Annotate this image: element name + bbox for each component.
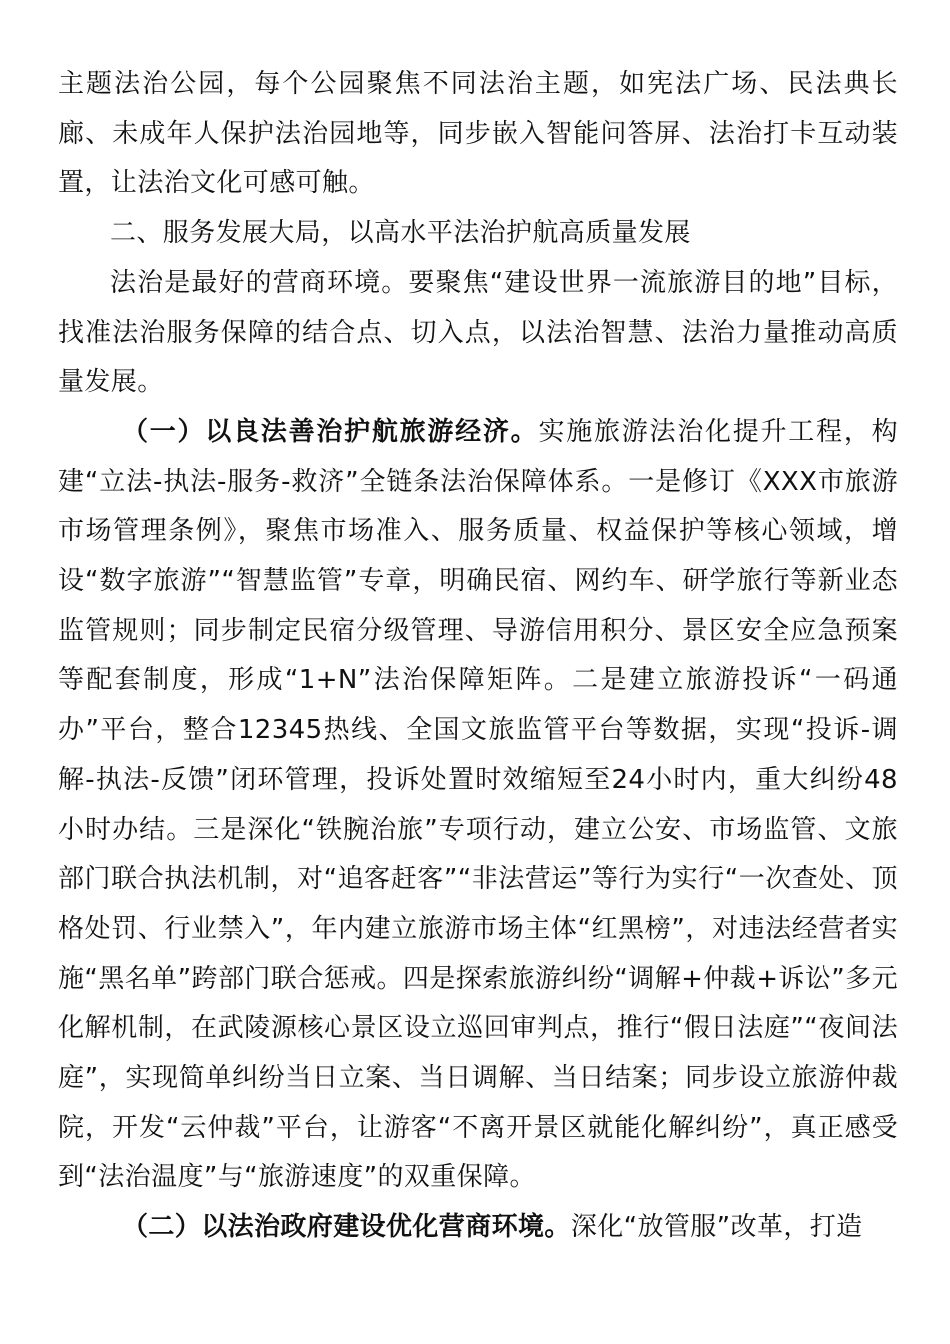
paragraph-continuation: 主题法治公园，每个公园聚焦不同法治主题，如宪法广场、民法典长廊、未成年人保护法治园地等，同步嵌入智能问答屏、法治打卡互动装置，让法治文化可感可触。 [58,69,898,199]
document-page [58,60,898,1253]
item-2-heading: （二）以法治政府建设优化营商环境。 [122,1212,571,1243]
section-intro-paragraph: 法治是最好的营商环境。要聚焦“建设世界一流旅游目的地”目标，找准法治服务保障的结合点、切入点，以法治智慧、法治力量推动高质量发展。 [58,267,898,398]
item-1-paragraph [58,408,898,1203]
section-heading: 二、服务发展大局，以高水平法治护航高质量发展 [110,218,691,249]
item-2-paragraph [58,1203,898,1253]
item-1-heading: （一）以良法善治护航旅游经济。 [122,416,539,447]
item-1-body: 实施旅游法治化提升工程，构建“立法-执法-服务-救济”全链条法治保障体系。一是修订《XXX市旅游市场管理条例》，聚焦市场准入、服务质量、权益保护等核心领域，增设“数字旅游”“智慧监管”专章，明确民宿、网约车、研学旅行等新业态监管规则；同步制定民宿分级管理、导游信用积分、景区安全应急预案等配套制度，形成“1+N”法治保障矩阵。二是建立旅游投诉“一码通办”平台，整合12345热线、全国文旅监管平台等数据，实现“投诉-调解-执法-反馈”闭环管理，投诉处置时效缩短至24小时内，重大纠纷48小时办结。三是深化“铁腕治旅”专项行动，建立公安、市场监管、文旅部门联合执法机制，对“追客赶客”“非法营运”等行为实行“一次查处、顶格处罚、行业禁入”，年内建立旅游市场主体“红黑榜”，对违法经营者实施“黑名单”跨部门联合惩戒。四是探索旅游纠纷“调解+仲裁+诉讼”多元化解机制，在武陵源核心景区设立巡回审判点，推行“假日法庭”“夜间法庭”，实现简单纠纷当日立案、当日调解、当日结案；同步设立旅游仲裁院，开发“云仲裁”平台，让游客“不离开景区就能化解纠纷”，真正感受到“法治温度”与“旅游速度”的双重保障。 [58,416,898,1193]
item-2-body: 深化“放管服”改革，打造 [570,1212,863,1243]
